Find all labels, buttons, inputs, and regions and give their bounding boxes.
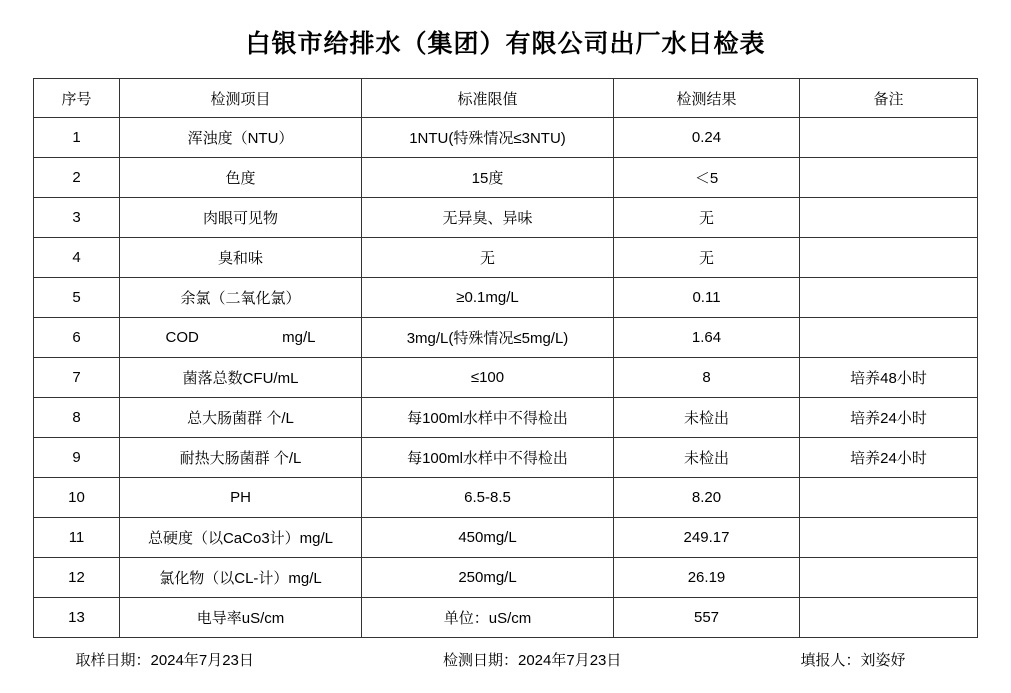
- table-row: [34, 278, 978, 318]
- cell-no: 1: [34, 118, 120, 158]
- cell-item-label: COD: [165, 329, 199, 346]
- cell-result: 249.17: [614, 518, 800, 558]
- cell-remark: [800, 198, 978, 238]
- cell-item: 电导率uS/cm: [120, 598, 362, 638]
- cell-item: 耐热大肠菌群 个/L: [120, 438, 362, 478]
- cell-remark: 培养24小时: [800, 438, 978, 478]
- table-row: [34, 398, 978, 438]
- cell-result: ＜5: [614, 158, 800, 198]
- table-row: [34, 558, 978, 598]
- header-cell-no: 序号: [34, 79, 120, 118]
- cell-remark: [800, 118, 978, 158]
- water-quality-table: [33, 78, 978, 638]
- cell-no: 8: [34, 398, 120, 438]
- cell-standard: 3mg/L(特殊情况≤5mg/L): [362, 318, 614, 358]
- cell-result: 557: [614, 598, 800, 638]
- table-row: [34, 358, 978, 398]
- header-cell-remark: 备注: [800, 79, 978, 118]
- cell-remark: [800, 238, 978, 278]
- cell-item: 菌落总数CFU/mL: [120, 358, 362, 398]
- table-row: [34, 158, 978, 198]
- header-cell-item: 检测项目: [120, 79, 362, 118]
- cell-remark: [800, 478, 978, 518]
- cell-no: 13: [34, 598, 120, 638]
- cell-item: 色度: [120, 158, 362, 198]
- cell-standard: 无: [362, 238, 614, 278]
- cell-item: 臭和味: [120, 238, 362, 278]
- cell-item: 总大肠菌群 个/L: [120, 398, 362, 438]
- table-body: [34, 118, 978, 638]
- document-footer: [34, 638, 978, 680]
- page-title: 白银市给排水（集团）有限公司出厂水日检表: [245, 30, 766, 58]
- cell-standard: ≤100: [362, 358, 614, 398]
- cell-result: 未检出: [614, 438, 800, 478]
- reporter-name: 填报人：刘姿妤: [800, 651, 906, 669]
- cell-standard: 450mg/L: [362, 518, 614, 558]
- table-row: [34, 478, 978, 518]
- cell-standard: 15度: [362, 158, 614, 198]
- cell-no: 10: [34, 478, 120, 518]
- cell-no: 4: [34, 238, 120, 278]
- table-header: [34, 79, 978, 118]
- table-row: [34, 518, 978, 558]
- cell-result: 8.20: [614, 478, 800, 518]
- cell-result: 0.11: [614, 278, 800, 318]
- cell-standard: ≥0.1mg/L: [362, 278, 614, 318]
- cell-item: [120, 318, 362, 358]
- cell-result: 0.24: [614, 118, 800, 158]
- cell-remark: [800, 598, 978, 638]
- cell-item: 余氯（二氧化氯）: [120, 278, 362, 318]
- test-date: 检测日期：2024年7月23日: [442, 651, 622, 669]
- cell-no: 11: [34, 518, 120, 558]
- cell-no: 5: [34, 278, 120, 318]
- cell-standard: 250mg/L: [362, 558, 614, 598]
- cell-standard: 单位：uS/cm: [362, 598, 614, 638]
- cell-result: 26.19: [614, 558, 800, 598]
- header-cell-result: 检测结果: [614, 79, 800, 118]
- table-row: [34, 318, 978, 358]
- cell-result: 8: [614, 358, 800, 398]
- cell-standard: 每100ml水样中不得检出: [362, 398, 614, 438]
- cell-item: 浑浊度（NTU）: [120, 118, 362, 158]
- cell-remark: 培养48小时: [800, 358, 978, 398]
- table-row: [34, 438, 978, 478]
- cell-remark: [800, 558, 978, 598]
- cell-item: 氯化物（以CL-计）mg/L: [120, 558, 362, 598]
- cell-standard: 1NTU(特殊情况≤3NTU): [362, 118, 614, 158]
- table-row: [34, 118, 978, 158]
- cell-no: 2: [34, 158, 120, 198]
- header-cell-standard: 标准限值: [362, 79, 614, 118]
- cell-remark: [800, 518, 978, 558]
- cell-remark: [800, 278, 978, 318]
- cell-no: 9: [34, 438, 120, 478]
- table-row: [34, 598, 978, 638]
- cell-no: 3: [34, 198, 120, 238]
- cell-remark: 培养24小时: [800, 398, 978, 438]
- cell-no: 12: [34, 558, 120, 598]
- cell-remark: [800, 158, 978, 198]
- cell-result: 未检出: [614, 398, 800, 438]
- cell-standard: 每100ml水样中不得检出: [362, 438, 614, 478]
- cell-item: 总硬度（以CaCo3计）mg/L: [120, 518, 362, 558]
- table-row: [34, 238, 978, 278]
- cell-result: 无: [614, 198, 800, 238]
- cell-standard: 6.5-8.5: [362, 478, 614, 518]
- cell-standard: 无异臭、异味: [362, 198, 614, 238]
- cell-item-unit: mg/L: [282, 329, 316, 346]
- cell-no: 7: [34, 358, 120, 398]
- table-row: [34, 198, 978, 238]
- cell-no: 6: [34, 318, 120, 358]
- sample-date: 取样日期：2024年7月23日: [75, 651, 254, 669]
- cell-item-cod: [166, 329, 316, 346]
- cell-result: 1.64: [614, 318, 800, 358]
- cell-item: PH: [120, 478, 362, 518]
- cell-result: 无: [614, 238, 800, 278]
- table-header-row: [34, 79, 978, 118]
- cell-remark: [800, 318, 978, 358]
- cell-item: 肉眼可见物: [120, 198, 362, 238]
- document-page: [0, 24, 1011, 693]
